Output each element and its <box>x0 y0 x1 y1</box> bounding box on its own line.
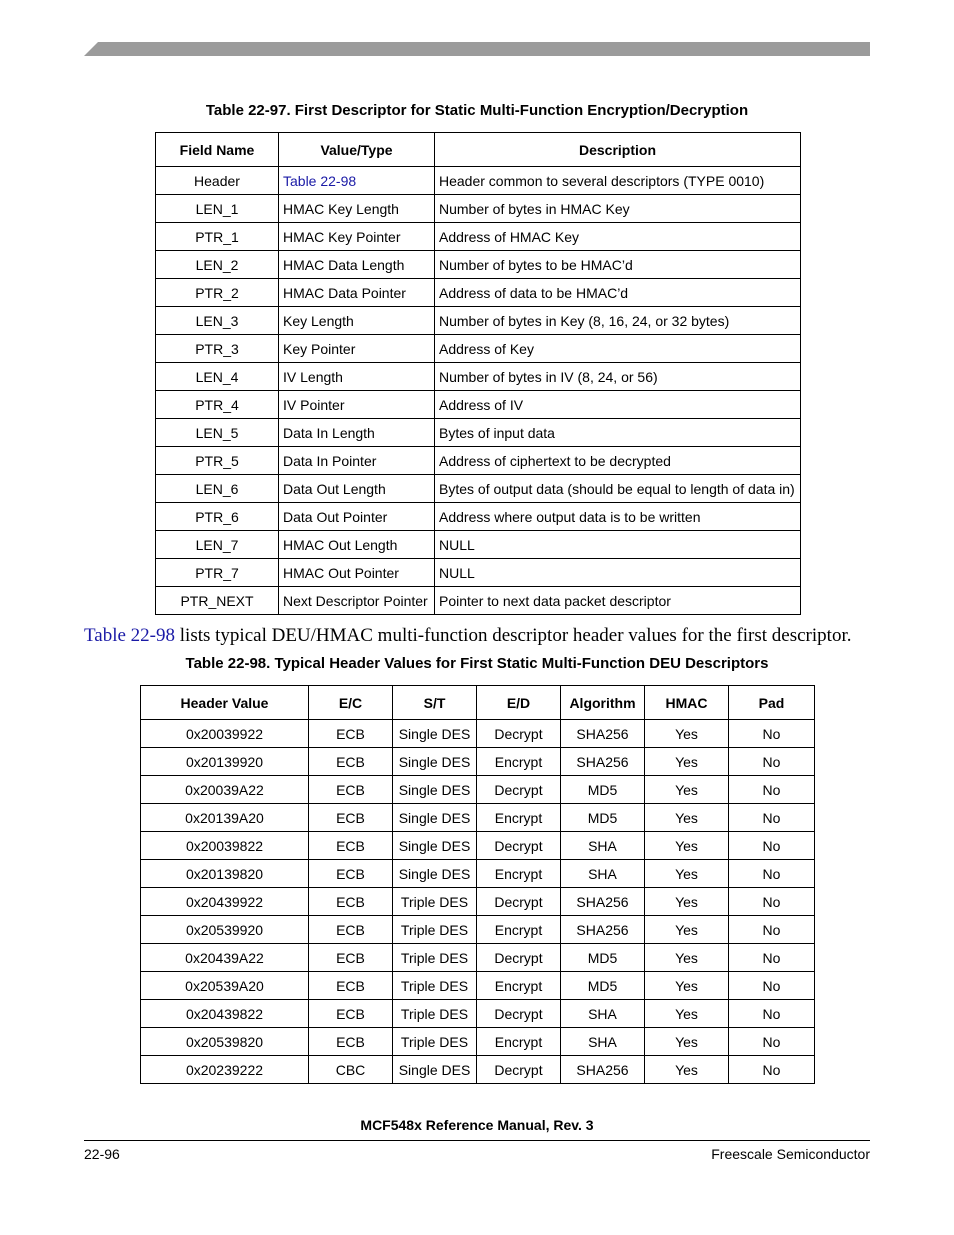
field-name-cell: PTR_5 <box>156 447 279 475</box>
table-cell: No <box>729 1000 815 1028</box>
table-cell: Single DES <box>393 748 477 776</box>
table-cell: SHA <box>561 1028 645 1056</box>
field-name-cell: PTR_3 <box>156 335 279 363</box>
column-header: Algorithm <box>561 686 645 720</box>
table-row <box>156 475 801 503</box>
field-name-cell: PTR_7 <box>156 559 279 587</box>
table-cell: ECB <box>309 720 393 748</box>
column-header: S/T <box>393 686 477 720</box>
table-cell: SHA256 <box>561 748 645 776</box>
table-cell: SHA256 <box>561 916 645 944</box>
table-cell: No <box>729 720 815 748</box>
company-name: Freescale Semiconductor <box>711 1146 870 1162</box>
column-header: Header Value <box>141 686 309 720</box>
description-cell: Address of ciphertext to be decrypted <box>435 447 801 475</box>
table-cell: SHA256 <box>561 888 645 916</box>
field-name-cell: LEN_1 <box>156 195 279 223</box>
table-cell: 0x20039A22 <box>141 776 309 804</box>
table-cell: Decrypt <box>477 832 561 860</box>
table-row <box>156 559 801 587</box>
table-row <box>141 832 815 860</box>
table-row <box>156 391 801 419</box>
table-row <box>156 279 801 307</box>
table-cell: MD5 <box>561 776 645 804</box>
table-cell: Yes <box>645 888 729 916</box>
table-row <box>156 167 801 195</box>
table-cell: Yes <box>645 776 729 804</box>
table-cell: Yes <box>645 916 729 944</box>
table-cell: MD5 <box>561 972 645 1000</box>
table-cell: Single DES <box>393 776 477 804</box>
table-cell: No <box>729 804 815 832</box>
field-name-cell: LEN_3 <box>156 307 279 335</box>
value-type-cell: Data In Length <box>279 419 435 447</box>
table-cell: 0x20439A22 <box>141 944 309 972</box>
table-row <box>156 419 801 447</box>
table-cell: Decrypt <box>477 776 561 804</box>
table-row <box>156 587 801 615</box>
value-type-cell: Data In Pointer <box>279 447 435 475</box>
table-cell: Single DES <box>393 720 477 748</box>
table-header-row <box>141 686 815 720</box>
table-cell: Single DES <box>393 804 477 832</box>
table-cell: 0x20139820 <box>141 860 309 888</box>
table-cell: Single DES <box>393 1056 477 1084</box>
field-name-cell: PTR_NEXT <box>156 587 279 615</box>
description-cell: Address of HMAC Key <box>435 223 801 251</box>
header-bar-shape <box>84 42 870 56</box>
table-cell: 0x20539A20 <box>141 972 309 1000</box>
value-type-cell: Key Pointer <box>279 335 435 363</box>
table-cell: ECB <box>309 832 393 860</box>
table-row <box>141 972 815 1000</box>
table-cell: No <box>729 944 815 972</box>
table-cell: SHA <box>561 860 645 888</box>
table-cell: Encrypt <box>477 860 561 888</box>
table-row <box>156 223 801 251</box>
table-cell: Decrypt <box>477 720 561 748</box>
table-cell: ECB <box>309 860 393 888</box>
table-cell: CBC <box>309 1056 393 1084</box>
description-cell: Bytes of input data <box>435 419 801 447</box>
table-cell: ECB <box>309 748 393 776</box>
field-name-cell: PTR_1 <box>156 223 279 251</box>
table-22-98-link[interactable]: Table 22-98 <box>283 172 357 189</box>
description-cell: Bytes of output data (should be equal to length of data in) <box>435 475 801 503</box>
field-name-cell: PTR_2 <box>156 279 279 307</box>
table-cell: ECB <box>309 1028 393 1056</box>
value-type-cell: IV Pointer <box>279 391 435 419</box>
value-type-cell: Key Length <box>279 307 435 335</box>
table-cell: ECB <box>309 944 393 972</box>
description-cell: Header common to several descriptors (TYPE 0010) <box>435 167 801 195</box>
table-row <box>156 363 801 391</box>
table-cell: Yes <box>645 720 729 748</box>
column-header: Value/Type <box>279 133 435 167</box>
value-type-cell: HMAC Data Length <box>279 251 435 279</box>
table-cell: 0x20539920 <box>141 916 309 944</box>
table-cell: Yes <box>645 804 729 832</box>
table-row <box>141 776 815 804</box>
field-name-cell: LEN_7 <box>156 531 279 559</box>
description-cell: NULL <box>435 531 801 559</box>
table-cell: Decrypt <box>477 1000 561 1028</box>
page-number: 22-96 <box>84 1146 120 1162</box>
description-cell: Number of bytes in Key (8, 16, 24, or 32 bytes) <box>435 307 801 335</box>
table-cell: SHA256 <box>561 1056 645 1084</box>
table-row <box>141 1028 815 1056</box>
table-cell: Decrypt <box>477 888 561 916</box>
table-row <box>156 447 801 475</box>
table-cell: Encrypt <box>477 916 561 944</box>
description-cell: Address of Key <box>435 335 801 363</box>
table-header-row <box>156 133 801 167</box>
table-cell: SHA <box>561 832 645 860</box>
table-cell: No <box>729 1028 815 1056</box>
table-cell: MD5 <box>561 944 645 972</box>
column-header: Field Name <box>156 133 279 167</box>
table-cell: Triple DES <box>393 1028 477 1056</box>
field-name-cell: PTR_6 <box>156 503 279 531</box>
table-row <box>141 944 815 972</box>
table-row <box>156 503 801 531</box>
table-cell: No <box>729 832 815 860</box>
table-cell: SHA256 <box>561 720 645 748</box>
column-header: E/C <box>309 686 393 720</box>
table-cell: 0x20439922 <box>141 888 309 916</box>
table-cell: 0x20039822 <box>141 832 309 860</box>
value-type-cell: HMAC Out Length <box>279 531 435 559</box>
description-cell: Number of bytes in IV (8, 24, or 56) <box>435 363 801 391</box>
table-cell: ECB <box>309 804 393 832</box>
description-cell: Address of data to be HMAC’d <box>435 279 801 307</box>
column-header: Pad <box>729 686 815 720</box>
value-type-cell: HMAC Data Pointer <box>279 279 435 307</box>
table-cell: No <box>729 748 815 776</box>
table-cell: Yes <box>645 1028 729 1056</box>
table-cell: Encrypt <box>477 804 561 832</box>
table-cell: No <box>729 1056 815 1084</box>
table-cell: ECB <box>309 1000 393 1028</box>
table2-caption: Table 22-98. Typical Header Values for First Static Multi-Function DEU Descriptors <box>185 655 769 672</box>
table-row <box>141 1056 815 1084</box>
table-cell: 0x20439822 <box>141 1000 309 1028</box>
table-cell: Yes <box>645 860 729 888</box>
description-cell: Number of bytes in HMAC Key <box>435 195 801 223</box>
field-name-cell: LEN_2 <box>156 251 279 279</box>
table-cell: Single DES <box>393 860 477 888</box>
paragraph-text: lists typical DEU/HMAC multi-function descriptor header values for the first descriptor. <box>175 625 852 646</box>
table-row <box>156 335 801 363</box>
table-cell: Yes <box>645 832 729 860</box>
table-row <box>141 720 815 748</box>
column-header: E/D <box>477 686 561 720</box>
value-type-cell: HMAC Key Length <box>279 195 435 223</box>
footer-divider <box>84 1140 870 1141</box>
table-row <box>141 916 815 944</box>
table-cell: ECB <box>309 972 393 1000</box>
table-cell: Yes <box>645 1056 729 1084</box>
descriptor-table <box>155 132 801 615</box>
table-row <box>141 748 815 776</box>
table-row <box>156 307 801 335</box>
table-cell: Encrypt <box>477 748 561 776</box>
description-cell: Number of bytes to be HMAC’d <box>435 251 801 279</box>
value-type-cell: Data Out Pointer <box>279 503 435 531</box>
description-cell: Address of IV <box>435 391 801 419</box>
table-row <box>141 860 815 888</box>
field-name-cell: LEN_5 <box>156 419 279 447</box>
header-bar <box>84 42 870 56</box>
table-cell: No <box>729 972 815 1000</box>
description-cell: NULL <box>435 559 801 587</box>
table-row <box>156 195 801 223</box>
value-type-cell <box>279 167 435 195</box>
manual-title: MCF548x Reference Manual, Rev. 3 <box>360 1117 594 1133</box>
table-cell: Yes <box>645 748 729 776</box>
table-cell: 0x20139920 <box>141 748 309 776</box>
field-name-cell: PTR_4 <box>156 391 279 419</box>
description-cell: Pointer to next data packet descriptor <box>435 587 801 615</box>
field-name-cell: LEN_6 <box>156 475 279 503</box>
body-paragraph <box>84 625 884 647</box>
table-22-98-link[interactable]: Table 22-98 <box>84 625 176 646</box>
column-header: Description <box>435 133 801 167</box>
table-cell: Triple DES <box>393 916 477 944</box>
table-cell: Yes <box>645 972 729 1000</box>
table-cell: No <box>729 776 815 804</box>
header-values-table <box>140 685 815 1084</box>
table-row <box>141 888 815 916</box>
table-row <box>156 251 801 279</box>
field-name-cell: Header <box>156 167 279 195</box>
table-row <box>156 531 801 559</box>
table-cell: No <box>729 916 815 944</box>
table-row <box>141 1000 815 1028</box>
table-cell: Yes <box>645 944 729 972</box>
description-cell: Address where output data is to be written <box>435 503 801 531</box>
table-cell: SHA <box>561 1000 645 1028</box>
value-type-cell: Data Out Length <box>279 475 435 503</box>
value-type-cell: IV Length <box>279 363 435 391</box>
table-cell: MD5 <box>561 804 645 832</box>
table-cell: Triple DES <box>393 1000 477 1028</box>
value-type-cell: Next Descriptor Pointer <box>279 587 435 615</box>
table-row <box>141 804 815 832</box>
table-cell: Triple DES <box>393 944 477 972</box>
table-cell: 0x20539820 <box>141 1028 309 1056</box>
table-cell: 0x20039922 <box>141 720 309 748</box>
value-type-cell: HMAC Key Pointer <box>279 223 435 251</box>
table-cell: Decrypt <box>477 1056 561 1084</box>
table-cell: Single DES <box>393 832 477 860</box>
field-name-cell: LEN_4 <box>156 363 279 391</box>
table-cell: Triple DES <box>393 888 477 916</box>
table-cell: ECB <box>309 776 393 804</box>
table1-caption: Table 22-97. First Descriptor for Static Multi-Function Encryption/Decryption <box>205 102 749 119</box>
table-cell: 0x20239222 <box>141 1056 309 1084</box>
table-cell: Triple DES <box>393 972 477 1000</box>
table-cell: Yes <box>645 1000 729 1028</box>
table-cell: ECB <box>309 888 393 916</box>
value-type-cell: HMAC Out Pointer <box>279 559 435 587</box>
table-cell: No <box>729 860 815 888</box>
table-cell: Encrypt <box>477 972 561 1000</box>
table-cell: Encrypt <box>477 1028 561 1056</box>
table-cell: No <box>729 888 815 916</box>
table-cell: Decrypt <box>477 944 561 972</box>
column-header: HMAC <box>645 686 729 720</box>
table-cell: ECB <box>309 916 393 944</box>
table-cell: 0x20139A20 <box>141 804 309 832</box>
